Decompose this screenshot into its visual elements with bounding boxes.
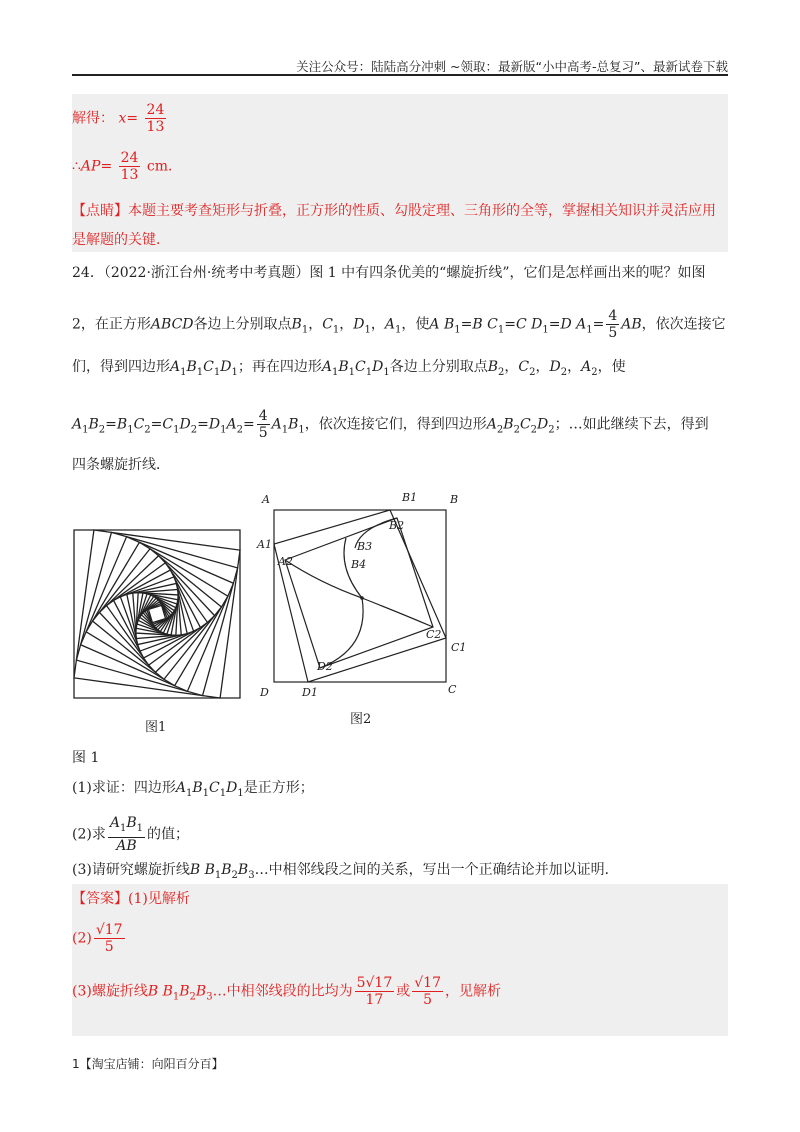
page-footer: 1【淘宝店铺：向阳百分百】 — [72, 1057, 224, 1071]
label-C: C — [448, 683, 457, 696]
label-B3: B3 — [357, 540, 373, 553]
ap-line: ∴AP= $\frac{24}{13}$ cm． — [72, 150, 183, 183]
part3: (3)请研究螺旋折线B $B_1B_2B_3\dots$中相邻线段之间的关系，写出一个正确结论并加以证明． — [72, 862, 619, 881]
label-A2: A2 — [278, 555, 293, 568]
label-D1: D1 — [302, 686, 318, 699]
label-C2: C2 — [426, 628, 442, 641]
part1: (1)求证：四边形$A_1B_1C_1D_1$是正方形； — [72, 780, 314, 799]
question-line5: 四条螺旋折线． — [72, 457, 170, 473]
figure1-caption: 图1 — [145, 720, 167, 735]
label-B2: B2 — [389, 519, 405, 532]
answer-line3: (3)螺旋折线B $B_1B_2B_3\dots$中相邻线段的比均为 $\frac{5√17}{17}$ 或 $\frac{√17}{5}$ ，见解析 — [72, 975, 501, 1008]
answer-line2: (2) $\frac{√17}{5}$ — [72, 922, 123, 955]
label-B4: B4 — [351, 558, 367, 571]
question-line4: $A_1B_2=B_1C_2=C_1D_2=D_1A_2=$ $\frac{4}{5}$ $A_1B_1$，依次连接它们，得到四边形$A_2B_2C_2D_2$；…如此继续下去，得到 — [72, 408, 709, 441]
spiral-square — [148, 605, 165, 622]
label-A: A — [262, 493, 270, 506]
page-header: 关注公众号：陆陆高分冲刺 ~领取：最新版“小中高考-总复习”、最新试卷下载 — [296, 59, 728, 74]
solve-line: 解得： x= $\frac{24}{13}$ — [72, 102, 165, 135]
label-B1: B1 — [402, 491, 418, 504]
question-line3: 们，得到四边形$A_1B_1C_1D_1$；再在四边形$A_1B_1C_1D_1$各边上分别取点$B_2$，$C_2$，$D_2$，$A_2$，使 — [72, 359, 626, 378]
comment-line1: 【点睛】本题主要考查矩形与折叠，正方形的性质、勾股定理、三角形的全等，掌握相关知识并灵活应用 — [72, 203, 716, 219]
label-D: D — [260, 686, 269, 699]
figure-note: 图 1 — [72, 750, 100, 766]
part2: (2)求 $\frac{A_1B_1}{AB}$ 的值； — [72, 815, 190, 854]
center-dot — [360, 596, 364, 600]
comment-line2: 是解题的关键． — [72, 232, 170, 248]
label-D2: D2 — [317, 660, 333, 673]
spiral-square — [137, 594, 177, 634]
label-A1: A1 — [257, 538, 272, 551]
answer-line1: 【答案】(1)见解析 — [72, 891, 190, 907]
spiral-square — [86, 542, 228, 685]
question-line2: 2，在正方形ABCD各边上分别取点$B_1$，$C_1$，$D_1$，$A_1$，使A $B_1=B$ $C_1=C$ $D_1=D$ $A_1=$ $\frac{4}{5}$ AB，依次连接它 — [72, 308, 726, 341]
label-C1: C1 — [451, 641, 467, 654]
figure2-diagram — [250, 488, 475, 703]
spiral-square — [99, 556, 214, 673]
figure1-spiral — [72, 528, 242, 700]
spiral-square — [107, 563, 208, 665]
label-B: B — [450, 493, 459, 506]
figure2-caption: 图2 — [350, 712, 372, 727]
question-line1: 24．（2022·浙江台州·统考中考真题）图 1 中有四条优美的“螺旋折线”，它们是怎样画出来的呢？如图 — [72, 265, 706, 281]
header-divider — [72, 74, 728, 76]
